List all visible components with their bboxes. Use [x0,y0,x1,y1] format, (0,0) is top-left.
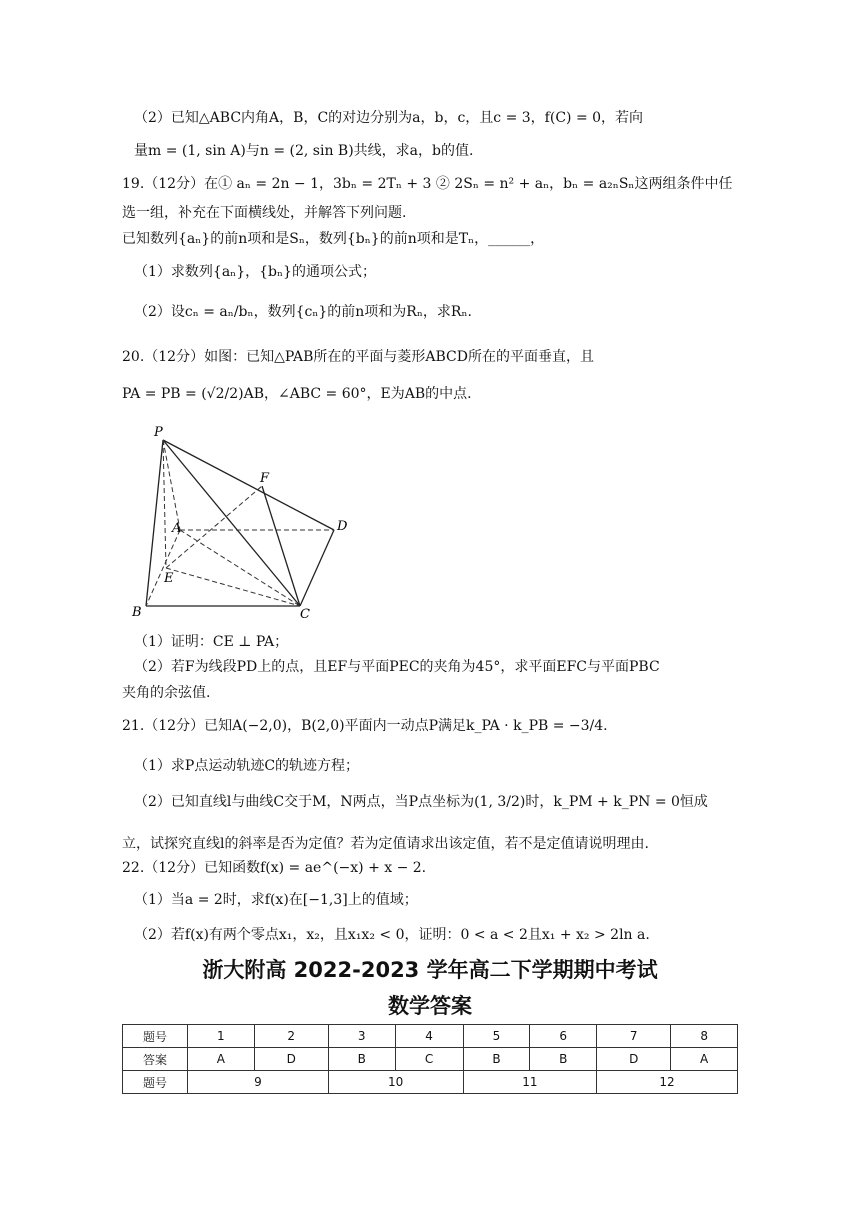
text-line: 22.（12分）已知函数f(x) = ae^(−x) + x − 2. [122,860,427,876]
edge-EC [166,568,300,606]
text-line: （1）求P点运动轨迹C的轨迹方程； [134,758,360,774]
text-line: （1）当a = 2时，求f(x)在[−1,3]上的值域； [134,892,418,908]
text-line: 选一组，补充在下面横线处，并解答下列问题. [122,205,407,221]
table-row [123,1071,738,1094]
edge-AB [146,530,180,606]
label-F: F [260,471,270,486]
table-row [123,1048,738,1071]
edge-PD [163,440,334,530]
page-subtitle: 数学答案 [388,994,472,1018]
table-cell: D [597,1048,671,1071]
table-cell: A [188,1048,255,1071]
edge-PE [163,440,166,568]
text-line: 量m = (1, sin A)与n = (2, sin B)共线，求a，b的值. [134,143,474,159]
edge-CD [300,530,334,606]
edge-PB [146,440,163,606]
answer-table [122,1024,738,1094]
edge-PA [163,440,180,530]
table-cell: B [328,1048,395,1071]
table-cell: 12 [597,1071,738,1094]
label-B: B [132,605,142,620]
text-line: （2）已知△ABC内角A，B，C的对边分别为a，b，c，且c = 3，f(C) = 0，若向 [134,110,644,126]
row-header: 题号 [123,1071,188,1094]
text-line: （2）若f(x)有两个零点x₁，x₂，且x₁x₂ < 0，证明：0 < a < 2且x₁ + x₂ > 2ln a. [134,927,650,943]
text-line: （2）已知直线l与曲线C交于M，N两点，当P点坐标为(1, 3/2)时，k_PM + k_PN = 0恒成 [134,794,708,810]
text-line: 21.（12分）已知A(−2,0)，B(2,0)平面内一动点P满足k_PA · k_PB = −3/4. [122,718,608,734]
edge-FC [262,486,300,606]
table-cell: 9 [188,1071,329,1094]
text-line: 已知数列{aₙ}的前n项和是Sₙ，数列{bₙ}的前n项和是Tₙ，______， [122,231,545,247]
row-header: 题号 [123,1025,188,1048]
text-line: （2）设cₙ = aₙ/bₙ，数列{cₙ}的前n项和为Rₙ，求Rₙ. [134,304,472,320]
table-cell: 2 [254,1025,328,1048]
table-cell: 11 [463,1071,597,1094]
label-E: E [164,571,174,586]
table-cell: 5 [463,1025,530,1048]
table-cell: 3 [328,1025,395,1048]
text-line: （1）求数列{aₙ}，{bₙ}的通项公式； [134,264,376,280]
table-cell: 8 [671,1025,738,1048]
table-cell: A [671,1048,738,1071]
edge-AC [180,530,300,606]
table-cell: B [463,1048,530,1071]
text-line: 夹角的余弦值. [122,685,211,701]
page-title: 浙大附高 2022-2023 学年高二下学期期中考试 [202,958,658,982]
text-line: 19.（12分）在① aₙ = 2n − 1，3bₙ = 2Tₙ + 3 ② 2Sₙ = n² + aₙ，bₙ = a₂ₙSₙ这两组条件中任 [122,176,733,192]
row-header: 答案 [123,1048,188,1071]
table-row [123,1025,738,1048]
table-cell: 10 [328,1071,463,1094]
table-cell: C [395,1048,463,1071]
table-cell: 4 [395,1025,463,1048]
text-line: 20.（12分）如图：已知△PAB所在的平面与菱形ABCD所在的平面垂直，且 [122,349,594,365]
label-C: C [300,607,310,620]
geometry-figure [128,420,358,620]
table-cell: B [530,1048,597,1071]
label-D: D [337,519,348,534]
text-line: 立，试探究直线l的斜率是否为定值？若为定值请求出该定值，若不是定值请说明理由. [122,836,649,852]
text-line: （1）证明：CE ⊥ PA； [134,634,289,650]
table-cell: D [254,1048,328,1071]
table-cell: 6 [530,1025,597,1048]
label-P: P [154,425,163,440]
label-A: A [172,521,182,536]
table-cell: 1 [188,1025,255,1048]
table-cell: 7 [597,1025,671,1048]
text-line: （2）若F为线段PD上的点，且EF与平面PEC的夹角为45°，求平面EFC与平面PBC [134,659,660,675]
edge-PC [163,440,300,606]
text-line: PA = PB = (√2/2)AB，∠ABC = 60°，E为AB的中点. [122,386,472,402]
